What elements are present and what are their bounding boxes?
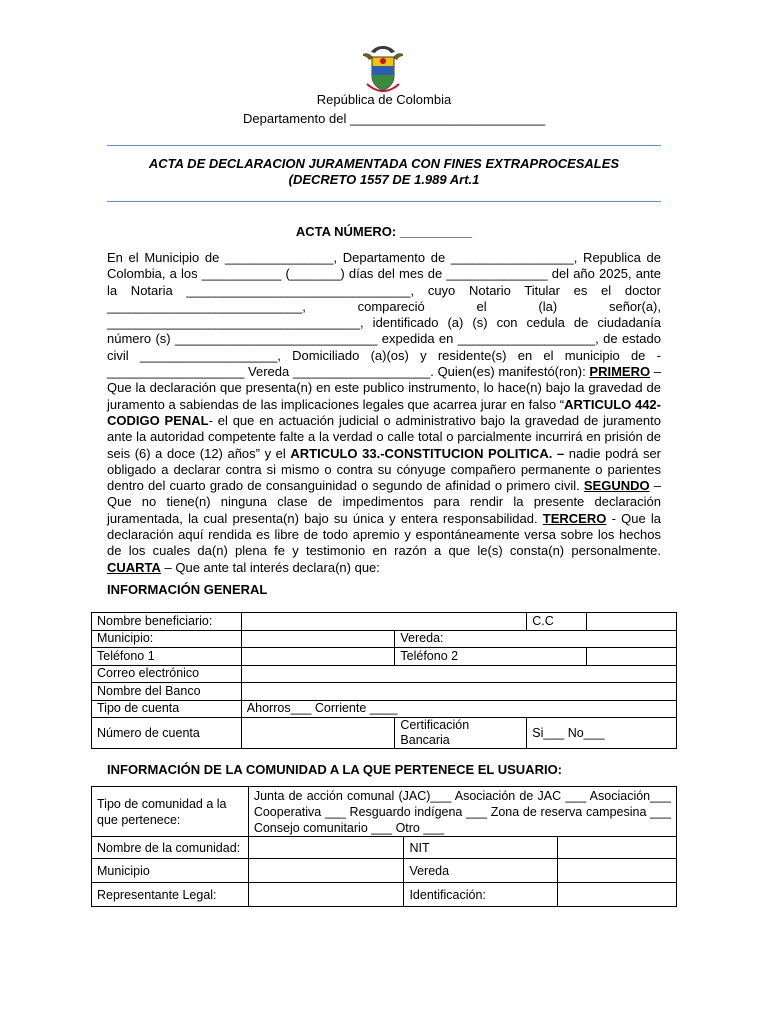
table-row	[92, 700, 677, 718]
cc-label: C.C	[527, 613, 587, 631]
coat-of-arms-icon	[357, 42, 409, 94]
nit-label: NIT	[404, 837, 558, 859]
tipo-comunidad-options[interactable]: Junta de acción comunal (JAC)___ Asociación de JAC ___ Asociación___ Cooperativa ___ Resguardo indígena ___ Zona de reserva campesina ___ Consejo comunitario ___ Otro ___	[248, 787, 676, 837]
document-subtitle: (DECRETO 1557 DE 1.989 Art.1	[288, 172, 480, 187]
certificacion-options[interactable]: Si___ No___	[527, 718, 677, 749]
identificacion-label: Identificación:	[404, 883, 558, 907]
nit-input[interactable]	[558, 837, 677, 859]
table-row	[92, 648, 677, 666]
table-row	[92, 837, 677, 859]
certificacion-label: Certificación Bancaria	[395, 718, 527, 749]
beneficiary-input[interactable]	[241, 613, 526, 631]
vereda-comunidad-input[interactable]	[558, 859, 677, 883]
nombre-comunidad-input[interactable]	[248, 837, 404, 859]
correo-label: Correo electrónico	[92, 665, 242, 683]
representante-label: Representante Legal:	[92, 883, 249, 907]
table-row	[92, 718, 677, 749]
general-info-heading: INFORMACIÓN GENERAL	[107, 582, 268, 597]
municipio-label: Municipio:	[92, 630, 242, 648]
municipio-comunidad-input[interactable]	[248, 859, 404, 883]
table-row	[92, 613, 677, 631]
department-field: Departamento del ___________________________	[243, 111, 546, 126]
telefono2-extra[interactable]	[587, 648, 677, 666]
beneficiary-label: Nombre beneficiario:	[92, 613, 242, 631]
document-title: ACTA DE DECLARACION JURAMENTADA CON FINES EXTRAPROCESALES	[148, 156, 620, 171]
identificacion-input[interactable]	[558, 883, 677, 907]
community-info-heading: INFORMACIÓN DE LA COMUNIDAD A LA QUE PERTENECE EL USUARIO:	[107, 762, 563, 777]
table-row	[92, 787, 677, 837]
table-row	[92, 665, 677, 683]
nombre-comunidad-label: Nombre de la comunidad:	[92, 837, 249, 859]
table-row	[92, 630, 677, 648]
vereda-label[interactable]: Vereda:	[395, 630, 677, 648]
telefono1-label: Teléfono 1	[92, 648, 242, 666]
declaration-body: En el Municipio de _______________, Departamento de _________________, Republica de Colombia, a los ___________ (_______) días del mes de ______________ del año 2025, ante la Notaria _______________________________, cuyo Notario Titular es el doctor ___________________________, compareció el (la) señor(a), ___________________________________, identificado (a) (s) con cedula de ciudadanía número (s) ____________________________ expedida en ___________________, de estado civil ___________________, Domiciliado (a)(os) y residente(s) en el municipio de - ___________________ Vereda ___________________. Quien(es) manifestó(ron): PRIMERO – Que la declaración que presenta(n) en este publico instrumento, lo hace(n) bajo la gravedad de juramento a sabiendas de las implicaciones legales que acarrea jurar en falso “ARTICULO 442- CODIGO PENAL- el que en actuación judicial o administrativo bajo la gravedad de juramento ante la autoridad competente falte a la verdad o calle total o parcialmente incurrirá en prisión de seis (6) a doce (12) años” y el ARTICULO 33.-CONSTITUCION POLITICA. – nadie podrá ser obligado a declarar contra si mismo o contra su cónyuge compañero permanente o parientes dentro del cuarto grado de consanguinidad o segundo de afinidad o primero civil. SEGUNDO – Que no tiene(n) ninguna clase de impedimentos para rendir la presente declaración juramentada, la cual presenta(n) bajo su única y entera responsabilidad. TERCERO - Que la declaración aquí rendida es libre de todo apremio y espontáneamente versa sobre los hechos de los cuales da(n) plena fe y testimonio en razón a que le(s) consta(n) personalmente. CUARTA – Que ante tal interés declara(n) que:	[107, 250, 662, 575]
representante-input[interactable]	[248, 883, 404, 907]
telefono2-label[interactable]: Teléfono 2	[395, 648, 587, 666]
banco-input[interactable]	[241, 683, 676, 701]
correo-input[interactable]	[241, 665, 676, 683]
municipio-input[interactable]	[241, 630, 395, 648]
telefono1-input[interactable]	[241, 648, 395, 666]
numero-cuenta-label: Número de cuenta	[92, 718, 242, 749]
table-row	[92, 683, 677, 701]
tipo-cuenta-label: Tipo de cuenta	[92, 700, 242, 718]
municipio-comunidad-label: Municipio	[92, 859, 249, 883]
table-row	[92, 883, 677, 907]
numero-cuenta-input[interactable]	[241, 718, 395, 749]
vereda-comunidad-label: Vereda	[404, 859, 558, 883]
table-row	[92, 859, 677, 883]
banco-label: Nombre del Banco	[92, 683, 242, 701]
cc-input[interactable]	[587, 613, 677, 631]
tipo-cuenta-options[interactable]: Ahorros___ Corriente ____	[241, 700, 676, 718]
divider	[107, 145, 661, 146]
general-info-table	[91, 612, 677, 749]
acta-number: ACTA NÚMERO: __________	[295, 224, 473, 239]
tipo-comunidad-label: Tipo de comunidad a la que pertenece:	[92, 787, 249, 837]
republic-label: República de Colombia	[316, 92, 452, 107]
divider	[107, 201, 661, 202]
community-info-table	[91, 786, 677, 907]
